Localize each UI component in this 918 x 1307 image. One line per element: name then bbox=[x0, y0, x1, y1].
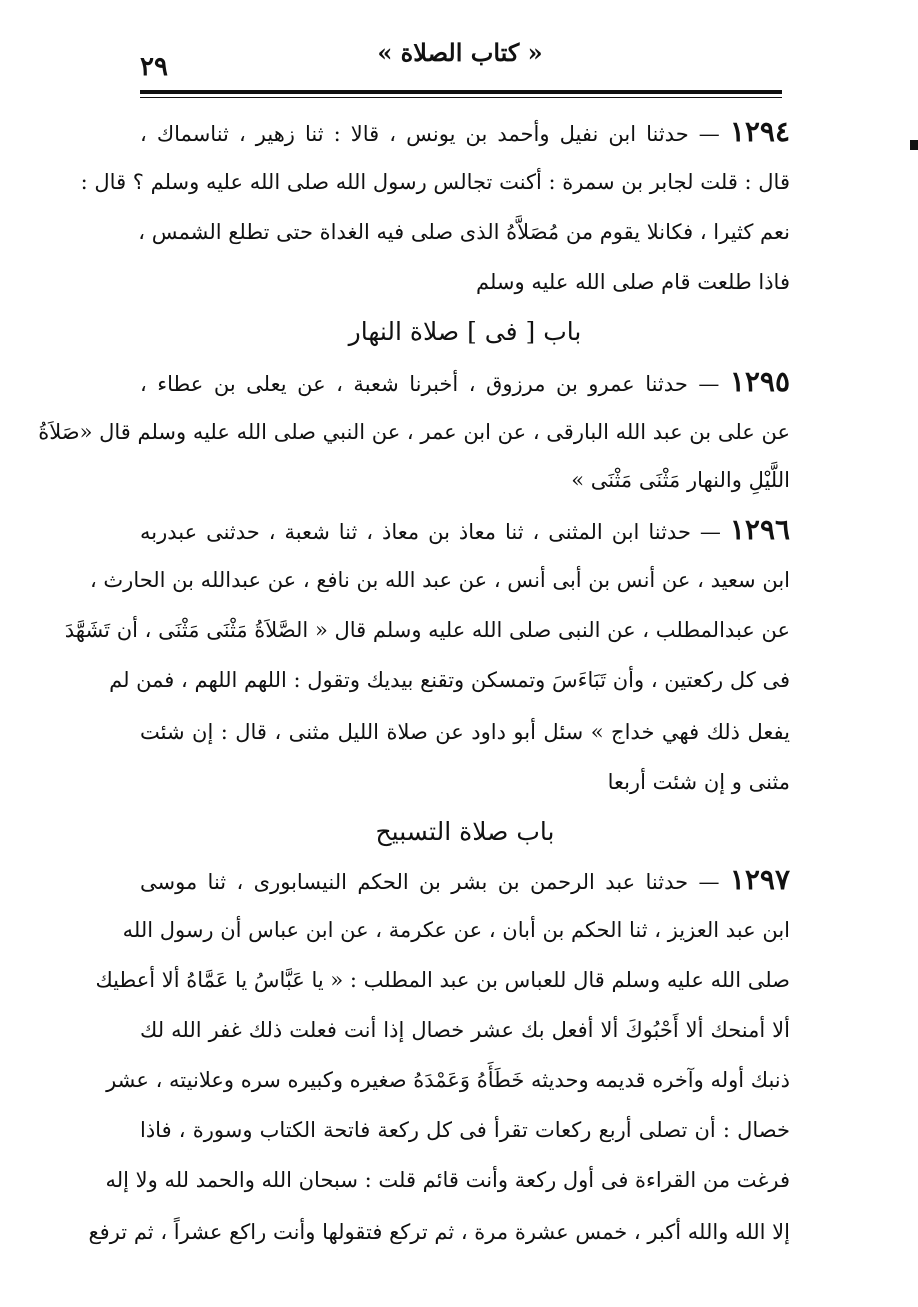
hadith-number: ١٢٩٧ bbox=[729, 863, 790, 896]
header-rule bbox=[140, 90, 782, 94]
hadith-line: نعم كثيرا ، فكانلا يقوم من مُصَلاَّهُ الذى صلى فيه الغداة حتى تطلع الشمس ، bbox=[138, 220, 790, 244]
hadith-line: عن عبدالمطلب ، عن النبى صلى الله عليه وسلم قال « الصَّلاَةُ مَثْنَى مَثْنَى ، أن تَشَهَّدَ bbox=[64, 618, 790, 642]
hadith-number: ١٢٩٤ bbox=[729, 115, 790, 148]
hadith-text: — حدثنا عمرو بن مرزوق ، أخبرنا شعبة ، عن يعلى بن عطاء ، bbox=[140, 372, 720, 396]
hadith-1297-first-line bbox=[140, 860, 790, 902]
hadith-line: مثنى و إن شئت أربعا bbox=[607, 770, 790, 794]
hadith-text: — حدثنا ابن المثنى ، ثنا معاذ بن معاذ ، ثنا شعبة ، حدثنى عبدربه bbox=[140, 520, 721, 544]
hadith-line: إلا الله والله أكبر ، خمس عشرة مرة ، ثم تركع فتقولها وأنت راكع عشراً ، ثم ترفع bbox=[88, 1220, 790, 1244]
running-title: « كتاب الصلاة » bbox=[377, 38, 543, 67]
hadith-line: فرغت من القراءة فى أول ركعة وأنت قائم قلت : سبحان الله والحمد لله ولا إله bbox=[105, 1168, 790, 1192]
hadith-line: يفعل ذلك فهي خداج » سئل أبو داود عن صلاة الليل مثنى ، قال : إن شئت bbox=[140, 720, 790, 744]
hadith-text: — حدثنا عبد الرحمن بن بشر بن الحكم النيسابورى ، ثنا موسى bbox=[140, 870, 720, 894]
hadith-line: فى كل ركعتين ، وأن تَبَاءَسَ وتمسكن وتقنع بيديك وتقول : اللهم اللهم ، فمن لم bbox=[109, 668, 790, 692]
hadith-line: عن على بن عبد الله البارقى ، عن ابن عمر ، عن النبي صلى الله عليه وسلم قال «صَلاَةُ bbox=[38, 420, 790, 444]
hadith-line: اللَّيْلِ والنهار مَثْنَى مَثْنَى » bbox=[571, 468, 790, 492]
chapter-heading: باب صلاة التسبيح bbox=[375, 817, 555, 846]
page-number: ٢٩ bbox=[140, 52, 168, 82]
hadith-line: ابن عبد العزيز ، ثنا الحكم بن أبان ، عن عكرمة ، عن ابن عباس أن رسول الله bbox=[122, 918, 790, 942]
hadith-number: ١٢٩٦ bbox=[729, 513, 791, 546]
margin-mark bbox=[910, 140, 918, 150]
hadith-line: ألا أمنحك ألا أَحْبُوكَ ألا أفعل بك عشر خصال إذا أنت فعلت ذلك غفر الله لك bbox=[140, 1018, 790, 1042]
hadith-number: ١٢٩٥ bbox=[729, 365, 790, 398]
chapter-heading: باب [ فى ] صلاة النهار bbox=[348, 317, 582, 346]
hadith-line: خصال : أن تصلى أربع ركعات تقرأ فى كل ركعة فاتحة الكتاب وسورة ، فاذا bbox=[140, 1118, 790, 1142]
header-rule-thin bbox=[140, 97, 782, 98]
hadith-line: فاذا طلعت قام صلى الله عليه وسلم bbox=[475, 270, 790, 294]
page-header bbox=[140, 38, 780, 82]
hadith-1296-first-line bbox=[140, 510, 790, 552]
hadith-line: قال : قلت لجابر بن سمرة : أكنت تجالس رسول الله صلى الله عليه وسلم ؟ قال : bbox=[80, 170, 790, 194]
hadith-1294-first-line bbox=[140, 112, 790, 154]
hadith-line: ذنبك أوله وآخره قديمه وحديثه خَطَأَهُ وَعَمْدَهُ صغيره وكبيره سره وعلانيته ، عشر bbox=[106, 1068, 790, 1092]
hadith-text: — حدثنا ابن نفيل وأحمد بن يونس ، قالا : ثنا زهير ، ثناسماك ، bbox=[140, 122, 720, 146]
hadith-line: صلى الله عليه وسلم قال للعباس بن عبد المطلب : « يا عَبَّاسُ يا عَمَّاهُ ألا أعطيك bbox=[95, 968, 790, 992]
hadith-line: ابن سعيد ، عن أنس بن أبى أنس ، عن عبد الله بن نافع ، عن عبدالله بن الحارث ، bbox=[89, 568, 790, 592]
hadith-1295-first-line bbox=[140, 362, 790, 404]
